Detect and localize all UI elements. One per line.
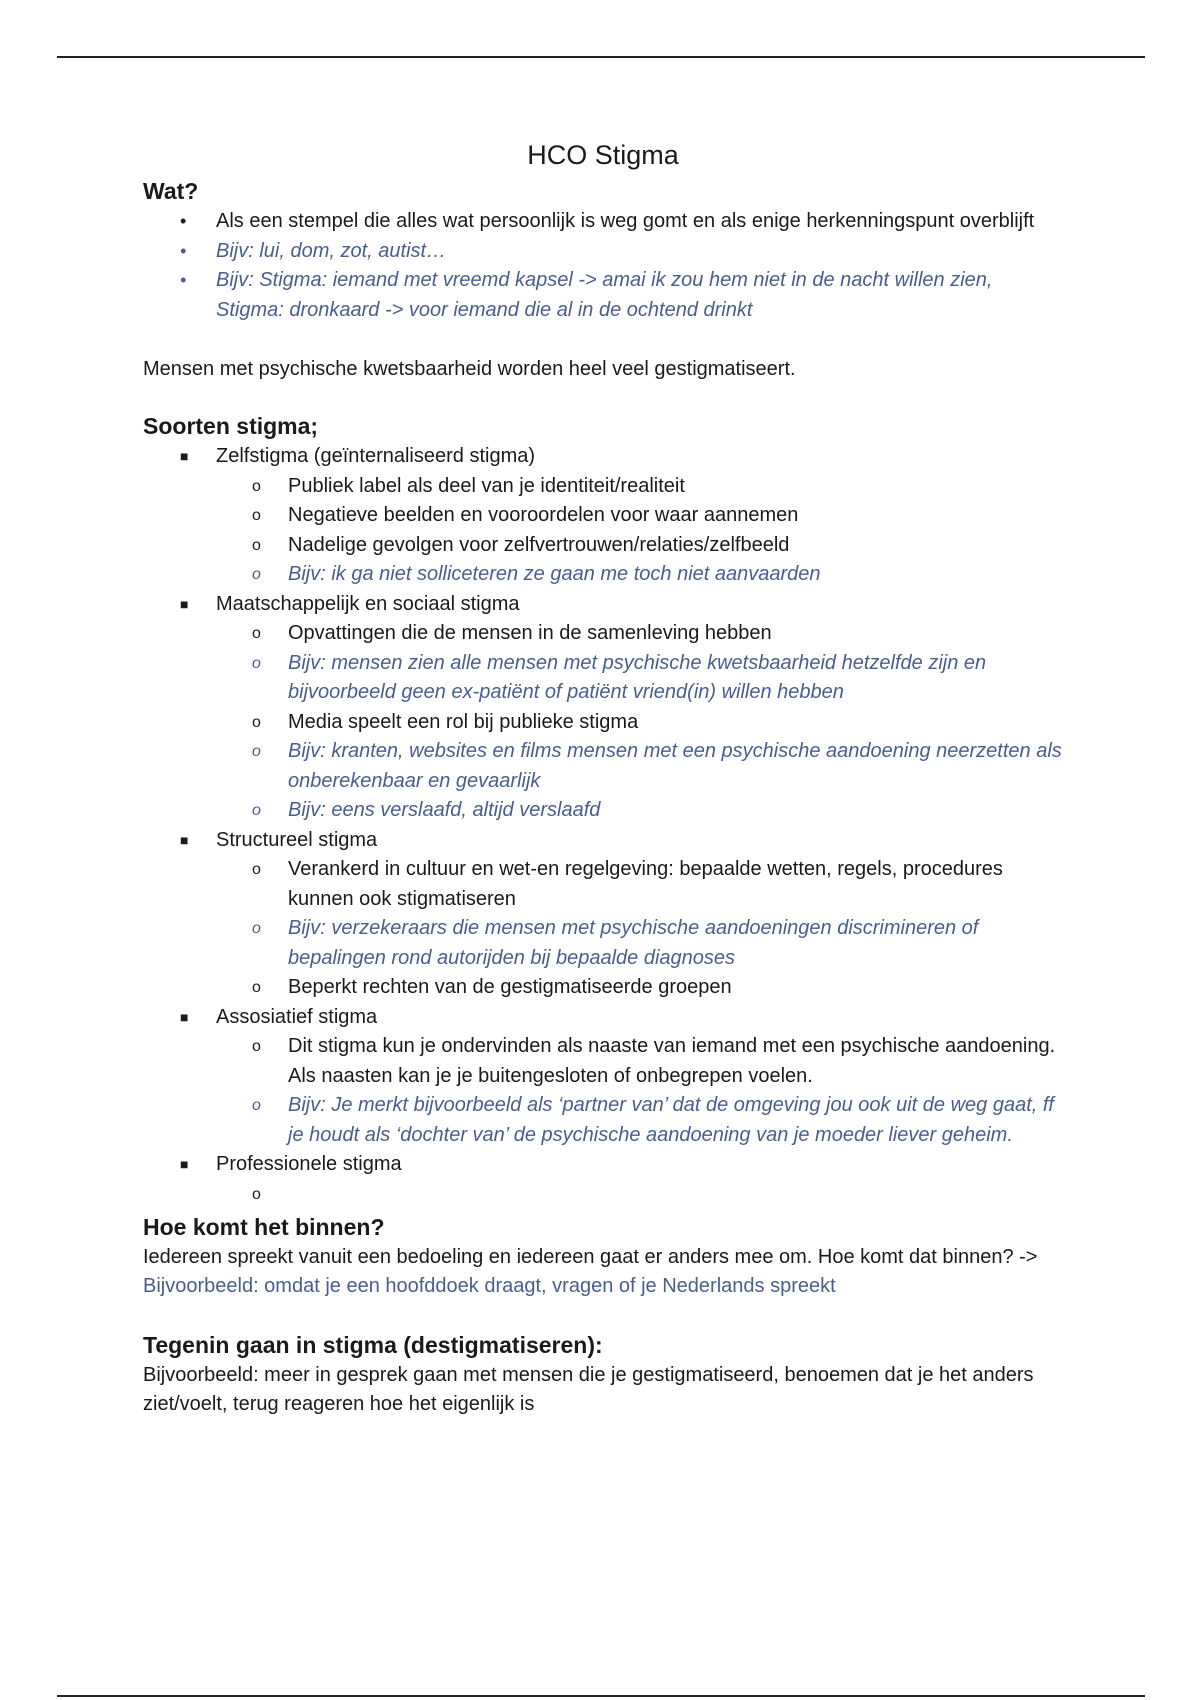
list-item: o Nadelige gevolgen voor zelfvertrouwen/relaties/zelfbeeld bbox=[143, 531, 1063, 561]
circle-bullet-icon: o bbox=[252, 861, 261, 878]
list-item: o Bijv: mensen zien alle mensen met psychische kwetsbaarheid hetzelfde zijn en bijvoorbeeld geen ex-patiënt of patiënt vriend(in) willen hebben bbox=[143, 649, 1063, 708]
list-item-zelfstigma: ■ Zelfstigma (geïnternaliseerd stigma) bbox=[143, 442, 1063, 472]
list-item: o Bijv: kranten, websites en films mensen met een psychische aandoening neerzetten als onberekenbaar en gevaarlijk bbox=[143, 737, 1063, 796]
header-rule bbox=[57, 56, 1145, 58]
circle-bullet-icon: o bbox=[252, 477, 261, 495]
bullet-icon: • bbox=[180, 211, 187, 231]
circle-bullet-icon: o bbox=[252, 536, 261, 554]
list-item: • Bijv: lui, dom, zot, autist… bbox=[143, 237, 1063, 267]
circle-bullet-icon: o bbox=[252, 654, 261, 672]
circle-bullet-icon: o bbox=[252, 743, 261, 760]
list-item-professioneel: ■ Professionele stigma bbox=[143, 1150, 1063, 1180]
list-item: o Bijv: ik ga niet solliceteren ze gaan me toch niet aanvaarden bbox=[143, 560, 1063, 590]
wat-paragraph: Mensen met psychische kwetsbaarheid worden heel veel gestigmatiseert. bbox=[143, 358, 796, 380]
circle-bullet-icon: o bbox=[252, 920, 261, 937]
circle-bullet-icon: o bbox=[252, 1038, 261, 1055]
circle-bullet-icon: o bbox=[252, 713, 261, 731]
square-bullet-icon: ■ bbox=[180, 448, 189, 464]
list-item: o Bijv: Je merkt bijvoorbeeld als ‘partner van’ dat de omgeving jou ook uit de weg gaat, ff je houdt als ‘dochter van’ de psychische aandoening van je moeder liever geheim. bbox=[143, 1091, 1063, 1150]
square-bullet-icon: ■ bbox=[180, 595, 189, 612]
list-item: o Media speelt een rol bij publieke stigma bbox=[143, 708, 1063, 738]
circle-bullet-icon: o bbox=[252, 566, 261, 583]
list-item: o Beperkt rechten van de gestigmatiseerde groepen bbox=[143, 973, 1063, 1003]
heading-binnen: Hoe komt het binnen? bbox=[143, 1214, 385, 1240]
circle-bullet-icon: o bbox=[252, 979, 261, 996]
footer-rule bbox=[57, 1695, 1145, 1697]
list-item: o Verankerd in cultuur en wet-en regelgeving: bepaalde wetten, regels, procedures kunnen ook stigmatiseren bbox=[143, 855, 1063, 914]
document-title: HCO Stigma bbox=[527, 140, 679, 170]
heading-soorten: Soorten stigma; bbox=[143, 413, 319, 439]
list-item: • Bijv: Stigma: iemand met vreemd kapsel -> amai ik zou hem niet in de nacht willen zien, Stigma: dronkaard -> voor iemand die al in de ochtend drinkt bbox=[143, 266, 1063, 325]
square-bullet-icon: ■ bbox=[180, 1156, 189, 1172]
square-bullet-icon: ■ bbox=[180, 1008, 189, 1025]
bullet-icon: • bbox=[180, 270, 187, 290]
wat-list bbox=[143, 207, 1063, 325]
circle-bullet-icon: o bbox=[252, 1185, 261, 1203]
document-body bbox=[143, 140, 1063, 1419]
binnen-paragraph: Iedereen spreekt vanuit een bedoeling en iedereen gaat er anders mee om. Hoe komt dat binnen? -> Bijvoorbeeld: omdat je een hoofddoek draagt, vragen of je Nederlands spreekt bbox=[143, 1246, 1038, 1297]
list-item: • Als een stempel die alles wat persoonlijk is weg gomt en als enige herkenningspunt overblijft bbox=[143, 207, 1063, 237]
list-item: o Dit stigma kun je ondervinden als naaste van iemand met een psychische aandoening. Als naasten kan je je buitengesloten of onbegrepen voelen. bbox=[143, 1032, 1063, 1091]
list-item: o Opvattingen die de mensen in de samenleving hebben bbox=[143, 619, 1063, 649]
circle-bullet-icon: o bbox=[252, 507, 261, 524]
list-item: o Bijv: eens verslaafd, altijd verslaafd bbox=[143, 796, 1063, 826]
list-item-structureel: ■ Structureel stigma bbox=[143, 826, 1063, 856]
heading-tegenin: Tegenin gaan in stigma (destigmatiseren): bbox=[143, 1332, 603, 1358]
list-item-assosiatief: ■ Assosiatief stigma bbox=[143, 1003, 1063, 1033]
circle-bullet-icon: o bbox=[252, 802, 261, 819]
bullet-icon: • bbox=[180, 240, 187, 261]
list-item-empty bbox=[143, 1180, 1063, 1210]
list-item: o Bijv: verzekeraars die mensen met psychische aandoeningen discrimineren of bepalingen rond autorijden bij bepaalde diagnoses bbox=[143, 914, 1063, 973]
circle-bullet-icon: o bbox=[252, 625, 261, 642]
circle-bullet-icon: o bbox=[252, 1097, 261, 1114]
soorten-list bbox=[143, 442, 1063, 1209]
square-bullet-icon: ■ bbox=[180, 831, 189, 848]
list-item-maatschappelijk: ■ Maatschappelijk en sociaal stigma bbox=[143, 590, 1063, 620]
tegenin-paragraph: Bijvoorbeeld: meer in gesprek gaan met mensen die je gestigmatiseerd, benoemen dat je het anders ziet/voelt, terug reageren hoe het eigenlijk is bbox=[143, 1364, 1034, 1415]
list-item: o Negatieve beelden en vooroordelen voor waar aannemen bbox=[143, 501, 1063, 531]
heading-wat: Wat? bbox=[143, 178, 199, 204]
binnen-example: Bijvoorbeeld: omdat je een hoofddoek draagt, vragen of je Nederlands spreekt bbox=[143, 1275, 836, 1297]
list-item: o Publiek label als deel van je identiteit/realiteit bbox=[143, 472, 1063, 502]
